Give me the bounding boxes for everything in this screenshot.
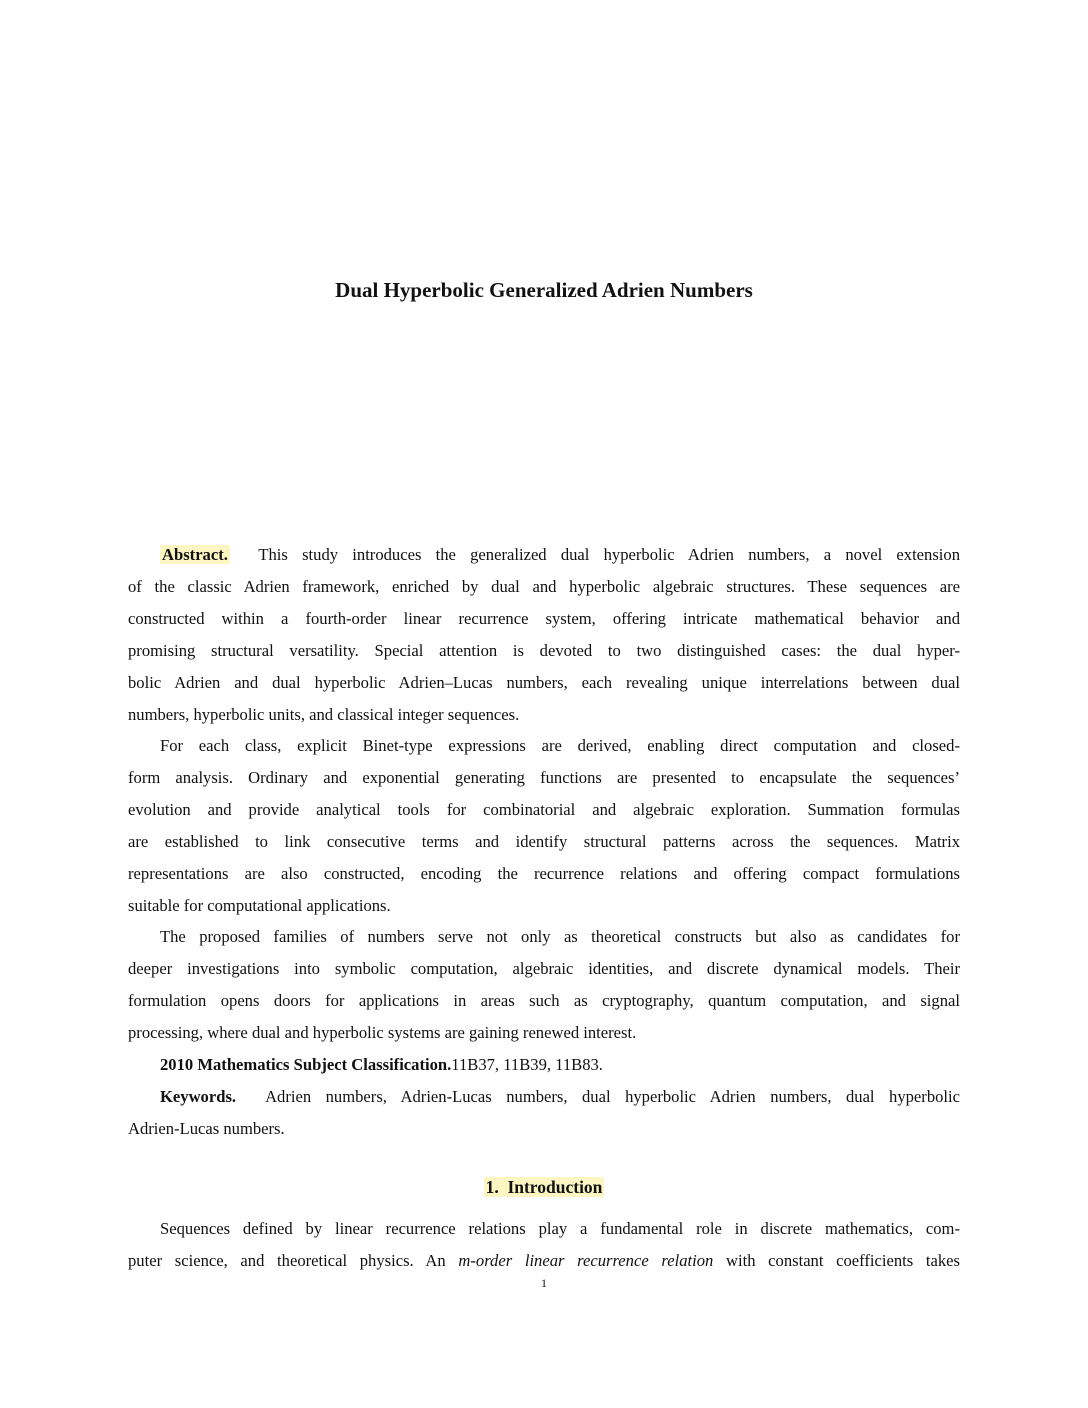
- text-line: constructed within a fourth-order linear recurrence system, offering intricate mathematical behavior and: [128, 609, 960, 628]
- text-line: representations are also constructed, encoding the recurrence relations and offering compact formulations: [128, 864, 960, 883]
- text-line: Adrien numbers, Adrien-Lucas numbers, dual hyperbolic Adrien numbers, dual hyperbolic: [265, 1087, 960, 1106]
- text-line: of the classic Adrien framework, enriched by dual and hyperbolic algebraic structures. These sequences are: [128, 577, 960, 596]
- msc-value: 11B37, 11B39, 11B83.: [451, 1055, 603, 1074]
- text-line: [128, 1245, 960, 1277]
- msc-classification: [128, 1049, 960, 1081]
- text-line: Sequences defined by linear recurrence relations play a fundamental role in discrete mathematics, com-: [160, 1219, 960, 1238]
- text-line: bolic Adrien and dual hyperbolic Adrien–Lucas numbers, each revealing unique interrelations between dual: [128, 673, 960, 692]
- abstract-paragraph-3: [128, 921, 960, 1049]
- text-span: puter science, and theoretical physics. An: [128, 1251, 459, 1270]
- text-line: formulation opens doors for applications in areas such as cryptography, quantum computation, and signal: [128, 991, 960, 1010]
- introduction-paragraph: [128, 1213, 960, 1277]
- paper-title: Dual Hyperbolic Generalized Adrien Numbers: [335, 278, 753, 302]
- text-line: For each class, explicit Binet-type expressions are derived, enabling direct computation and closed-: [160, 736, 960, 755]
- text-span: with constant coefficients takes: [713, 1251, 960, 1270]
- text-line: evolution and provide analytical tools for combinatorial and algebraic exploration. Summation formulas: [128, 800, 960, 819]
- page-number: 1: [541, 1276, 547, 1290]
- text-line: processing, where dual and hyperbolic systems are gaining renewed interest.: [128, 1023, 637, 1042]
- abstract-paragraph-2: [128, 730, 960, 922]
- keywords-label: Keywords.: [160, 1087, 237, 1106]
- abstract-paragraph-1: [128, 539, 960, 731]
- text-line: promising structural versatility. Special attention is devoted to two distinguished cases: the dual hyper-: [128, 641, 960, 660]
- section-heading-text: 1. Introduction: [485, 1177, 603, 1197]
- msc-label: 2010 Mathematics Subject Classification.: [160, 1055, 452, 1074]
- text-line: suitable for computational applications.: [128, 896, 391, 915]
- italic-term: m-order linear recurrence relation: [458, 1251, 714, 1270]
- text-line: numbers, hyperbolic units, and classical integer sequences.: [128, 705, 520, 724]
- text-line: are established to link consecutive terms and identify structural patterns across the sequences. Matrix: [128, 832, 960, 851]
- keywords: [128, 1081, 960, 1145]
- text-line: This study introduces the generalized dual hyperbolic Adrien numbers, a novel extension: [258, 545, 961, 564]
- text-line: Adrien-Lucas numbers.: [128, 1119, 285, 1138]
- abstract-label: Abstract.: [162, 545, 228, 564]
- section-heading: [0, 1171, 1088, 1203]
- text-line: deeper investigations into symbolic computation, algebraic identities, and discrete dynamical models. Their: [128, 959, 960, 978]
- text-line: form analysis. Ordinary and exponential generating functions are presented to encapsulate the sequences’: [128, 768, 960, 787]
- text-line: The proposed families of numbers serve not only as theoretical constructs but also as candidates for: [160, 927, 960, 946]
